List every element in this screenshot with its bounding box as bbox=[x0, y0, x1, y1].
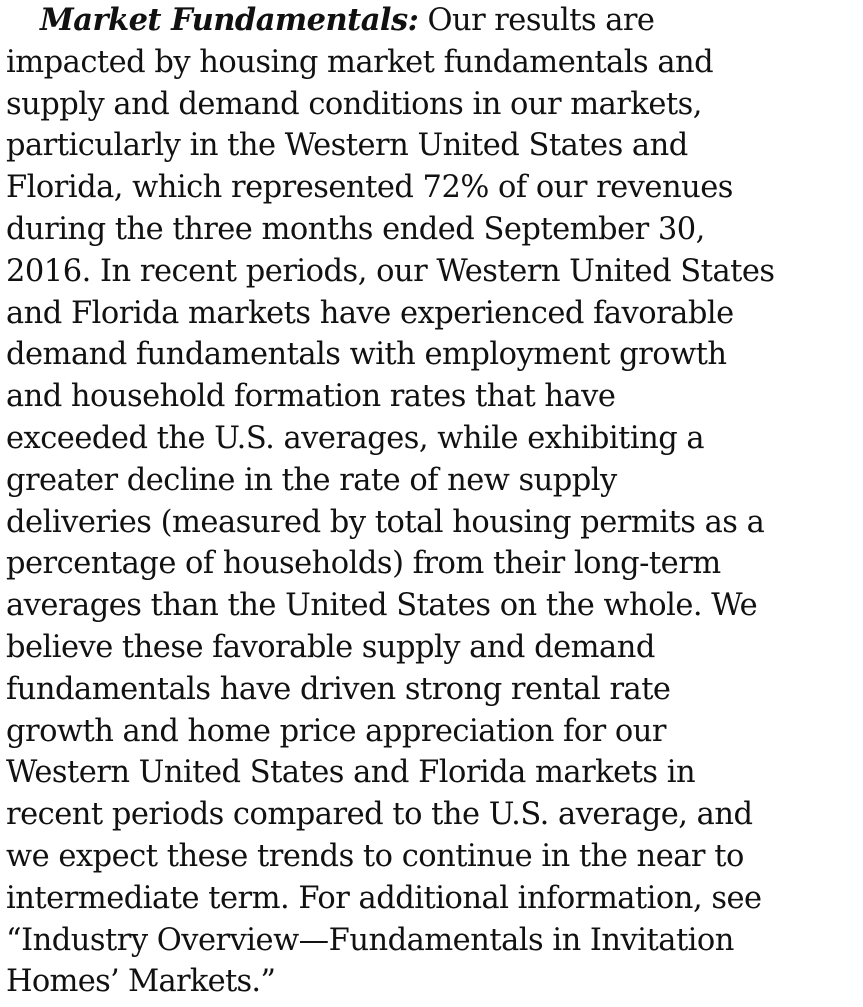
paragraph-line: demand fundamentals with employment growth bbox=[6, 337, 727, 373]
paragraph-line bbox=[6, 0, 863, 42]
paragraph-line: 2016. In recent periods, our Western United States bbox=[6, 253, 775, 289]
section-heading: Market Fundamentals: bbox=[40, 2, 419, 38]
paragraph-line: during the three months ended September 30, bbox=[6, 211, 705, 247]
paragraph-line: deliveries (measured by total housing permits as a bbox=[6, 504, 765, 540]
paragraph-line: percentage of households) from their long-term bbox=[6, 546, 721, 582]
paragraph-line: “Industry Overview—Fundamentals in Invitation bbox=[6, 922, 734, 958]
paragraph-line: and Florida markets have experienced favorable bbox=[6, 295, 734, 331]
paragraph-line: Homes’ Markets.” bbox=[6, 964, 276, 1000]
paragraph-line: Florida, which represented 72% of our revenues bbox=[6, 170, 733, 206]
first-line-text: Our results are bbox=[418, 3, 655, 38]
paragraph-line: growth and home price appreciation for our bbox=[6, 713, 666, 749]
paragraph-line: intermediate term. For additional information, see bbox=[6, 880, 762, 916]
paragraph-line: believe these favorable supply and demand bbox=[6, 629, 655, 665]
paragraph-line: fundamentals have driven strong rental rate bbox=[6, 671, 671, 707]
paragraph-line: supply and demand conditions in our markets, bbox=[6, 86, 702, 122]
market-fundamentals-paragraph bbox=[6, 0, 863, 1003]
paragraph-line: greater decline in the rate of new supply bbox=[6, 462, 617, 498]
paragraph-line: averages than the United States on the whole. We bbox=[6, 588, 758, 624]
document-body bbox=[6, 0, 863, 1003]
paragraph-line: particularly in the Western United States and bbox=[6, 128, 688, 164]
paragraph-line: we expect these trends to continue in the near to bbox=[6, 838, 744, 874]
paragraph-line: Western United States and Florida markets in bbox=[6, 755, 696, 791]
paragraph-line: recent periods compared to the U.S. average, and bbox=[6, 797, 753, 833]
paragraph-line: impacted by housing market fundamentals and bbox=[6, 44, 714, 80]
paragraph-line: and household formation rates that have bbox=[6, 379, 616, 415]
paragraph-line: exceeded the U.S. averages, while exhibiting a bbox=[6, 420, 705, 456]
